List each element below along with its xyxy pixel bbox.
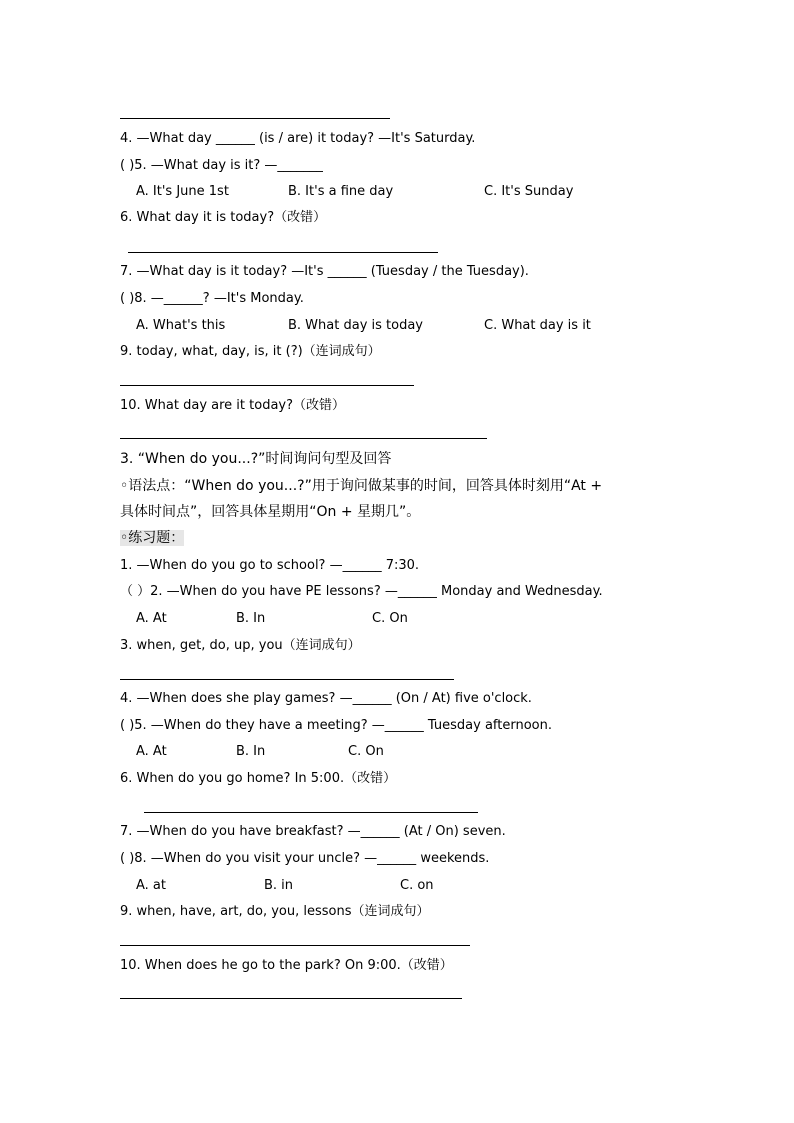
s2-q10-answer-line[interactable]: [120, 438, 487, 439]
s3-q3-answer-line[interactable]: [120, 679, 454, 680]
s2-question-7: 7. —What day is it today? —It's ______ (Tuesday / the Tuesday).: [120, 264, 529, 279]
answer-line-top[interactable]: [120, 118, 390, 119]
s3-q2-option-a[interactable]: A. At: [136, 611, 167, 626]
grammar-point-line1: ◦语法点：“When do you...?”用于询问做某事的时间，回答具体时刻用“At +: [120, 478, 603, 494]
exercise-label: [120, 529, 184, 547]
grammar-point-line2: 具体时间点”，回答具体星期用“On + 星期几”。: [120, 504, 421, 520]
s2-q5-option-a[interactable]: A. It's June 1st: [136, 184, 229, 199]
s3-q8-option-c[interactable]: C. on: [400, 878, 434, 893]
s2-question-5: ( )5. —What day is it? —_______: [120, 158, 323, 173]
s2-q8-option-a[interactable]: A. What's this: [136, 318, 226, 333]
section3-title: 3. “When do you...?”时间询问句型及回答: [120, 451, 392, 467]
exercise-label-text: ◦练习题：: [120, 530, 185, 546]
s2-q8-option-b[interactable]: B. What day is today: [288, 318, 423, 333]
s3-question-3: 3. when, get, do, up, you（连词成句）: [120, 638, 361, 653]
s2-question-8: ( )8. —______? —It's Monday.: [120, 291, 304, 306]
s3-q10-answer-line[interactable]: [120, 998, 462, 999]
s3-q5-option-a[interactable]: A. At: [136, 744, 167, 759]
s3-q6-answer-line[interactable]: [144, 812, 478, 813]
s2-question-10: 10. What day are it today?（改错）: [120, 398, 345, 413]
s3-question-10: 10. When does he go to the park? On 9:00.（改错）: [120, 958, 453, 973]
s3-question-5: ( )5. —When do they have a meeting? —______ Tuesday afternoon.: [120, 718, 552, 733]
s2-question-9: 9. today, what, day, is, it (?)（连词成句）: [120, 344, 381, 359]
s3-q8-option-b[interactable]: B. in: [264, 878, 294, 893]
s2-question-4: 4. —What day ______ (is / are) it today? —It's Saturday.: [120, 131, 476, 146]
s3-q8-option-a[interactable]: A. at: [136, 878, 166, 893]
s3-question-6: 6. When do you go home? In 5:00.（改错）: [120, 771, 397, 786]
s3-q5-option-b[interactable]: B. In: [236, 744, 266, 759]
s2-question-6: 6. What day it is today?（改错）: [120, 210, 327, 225]
s2-q6-answer-line[interactable]: [128, 252, 438, 253]
s2-q8-option-c[interactable]: C. What day is it: [484, 318, 591, 333]
s2-q5-option-b[interactable]: B. It's a fine day: [288, 184, 394, 199]
s3-question-9: 9. when, have, art, do, you, lessons（连词成句）: [120, 904, 430, 919]
s3-question-2: （ ）2. —When do you have PE lessons? —______ Monday and Wednesday.: [120, 584, 603, 599]
s2-q5-option-c[interactable]: C. It's Sunday: [484, 184, 574, 199]
s3-question-7: 7. —When do you have breakfast? —______ (At / On) seven.: [120, 824, 506, 839]
s3-q9-answer-line[interactable]: [120, 945, 470, 946]
s3-question-1: 1. —When do you go to school? —______ 7:30.: [120, 558, 420, 573]
s3-question-8: ( )8. —When do you visit your uncle? —______ weekends.: [120, 851, 490, 866]
s3-question-4: 4. —When does she play games? —______ (On / At) five o'clock.: [120, 691, 532, 706]
s3-q2-option-b[interactable]: B. In: [236, 611, 266, 626]
s2-q9-answer-line[interactable]: [120, 385, 414, 386]
s3-q2-option-c[interactable]: C. On: [372, 611, 408, 626]
s3-q5-option-c[interactable]: C. On: [348, 744, 384, 759]
